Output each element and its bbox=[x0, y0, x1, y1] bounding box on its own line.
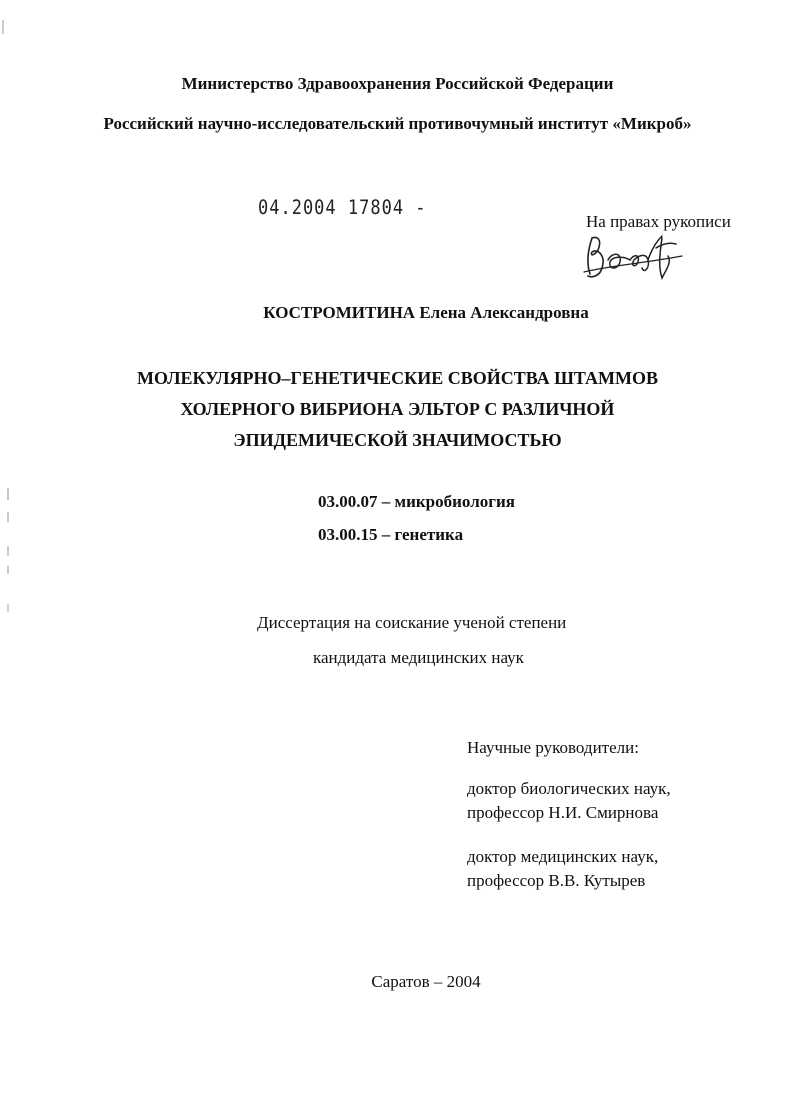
supervisor-2-degree: доктор медицинских наук, bbox=[467, 847, 659, 866]
degree-statement-line-1: Диссертация на соискание ученой степени bbox=[257, 613, 567, 632]
institute-header: Российский научно-исследовательский противочумный институт «Микроб» bbox=[103, 114, 692, 133]
specialty-microbiology: 03.00.07 – микробиология bbox=[318, 492, 515, 511]
specialty-genetics: 03.00.15 – генетика bbox=[318, 525, 464, 544]
supervisor-1-name: профессор Н.И. Смирнова bbox=[467, 803, 659, 822]
supervisor-2-name: профессор В.В. Кутырев bbox=[467, 871, 646, 890]
city-and-year: Саратов – 2004 bbox=[371, 972, 481, 991]
dissertation-title bbox=[0, 363, 795, 456]
degree-statement-line-2: кандидата медицинских наук bbox=[313, 648, 524, 667]
handwritten-signature bbox=[578, 226, 688, 284]
ministry-header: Министерство Здравоохранения Российской Федерации bbox=[181, 74, 614, 93]
supervisors-heading: Научные руководители: bbox=[467, 738, 639, 757]
title-line: МОЛЕКУЛЯРНО–ГЕНЕТИЧЕСКИЕ СВОЙСТВА ШТАММОВ bbox=[137, 368, 658, 388]
archive-stamp-number: 04.2004 17804 - bbox=[258, 196, 427, 220]
title-line: ХОЛЕРНОГО ВИБРИОНА ЭЛЬТОР С РАЗЛИЧНОЙ bbox=[180, 399, 615, 419]
scan-margin-marks bbox=[0, 0, 20, 1104]
title-line: ЭПИДЕМИЧЕСКОЙ ЗНАЧИМОСТЬЮ bbox=[233, 430, 562, 450]
manuscript-rights-label: На правах рукописи bbox=[586, 212, 731, 231]
supervisor-1-degree: доктор биологических наук, bbox=[467, 779, 671, 798]
author-name: КОСТРОМИТИНА Елена Александровна bbox=[263, 303, 589, 322]
